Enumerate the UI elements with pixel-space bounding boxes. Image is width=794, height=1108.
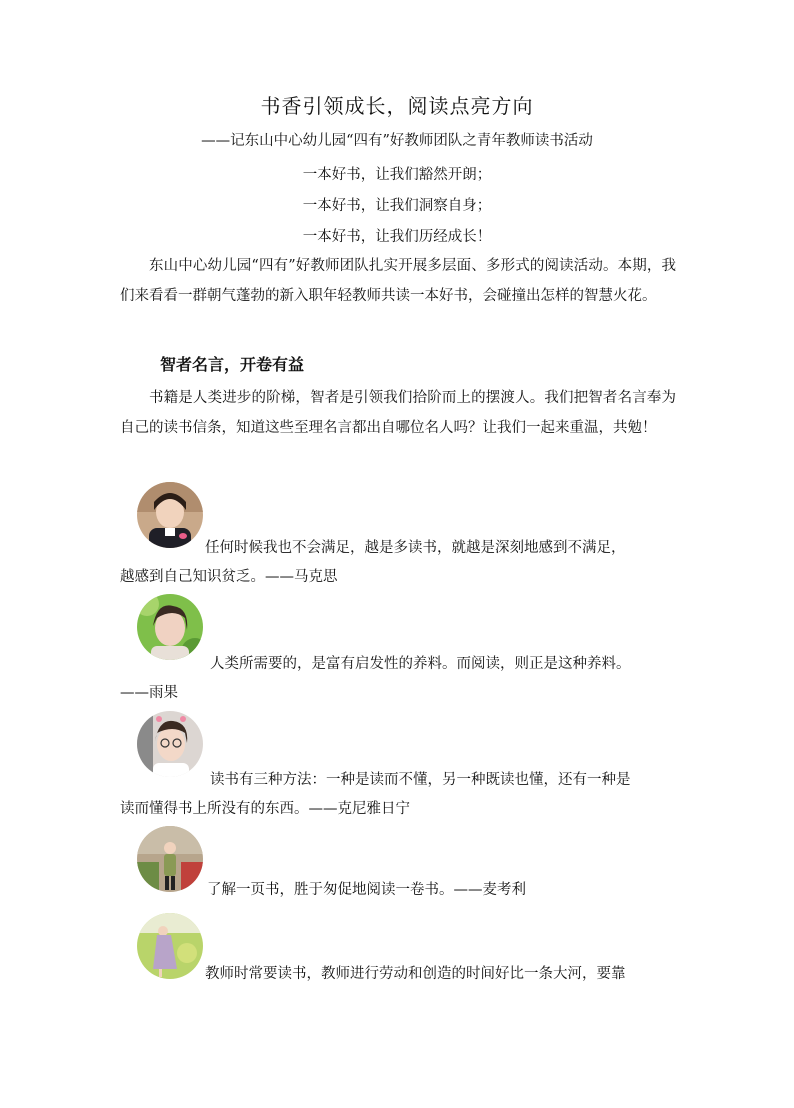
quote-text: 了解一页书，胜于匆促地阅读一卷书。——麦考利 [207,882,526,898]
quote-text: ——雨果 [120,685,178,701]
teacher-avatar-photo [137,594,203,660]
teacher-avatar-photo [137,826,203,892]
teacher-avatar-photo [137,482,203,548]
poem-line: 一本好书，让我们豁然开朗； [302,167,492,183]
intro-paragraph: 东山中心幼儿园“四有”好教师团队扎实开展多层面、多形式的阅读活动。本期，我们来看看一群朝气蓬勃的新入职年轻教师共读一本好书，会碰撞出怎样的智慧火花。 [120,258,676,304]
poem-line: 一本好书，让我们洞察自身； [302,198,492,214]
quote-text: 教师时常要读书，教师进行劳动和创造的时间好比一条大河，要靠 [205,966,626,982]
quote-text: 人类所需要的，是富有启发性的养料。而阅读，则正是这种养料。 [210,656,631,672]
poem-line: 一本好书，让我们历经成长！ [302,229,492,245]
section-heading: 智者名言，开卷有益 [160,355,305,374]
quote-text: 读书有三种方法：一种是读而不懂，另一种既读也懂，还有一种是 [210,772,631,788]
quote-text: 读而懂得书上所没有的东西。——克尼雅日宁 [120,801,410,817]
article-title: 书香引领成长，阅读点亮方向 [260,94,534,118]
article-subtitle: ——记东山中心幼儿园“四有”好教师团队之青年教师读书活动 [201,133,593,149]
teacher-avatar-photo [137,711,203,777]
quote-text: 任何时候我也不会满足，越是多读书，就越是深刻地感到不满足， [205,540,626,556]
quote-text: 越感到自己知识贫乏。——马克思 [120,569,338,585]
section-intro-paragraph: 书籍是人类进步的阶梯，智者是引领我们拾阶而上的摆渡人。我们把智者名言奉为自己的读书信条，知道这些至理名言都出自哪位名人吗？让我们一起来重温，共勉！ [120,390,676,436]
teacher-avatar-photo [137,913,203,979]
